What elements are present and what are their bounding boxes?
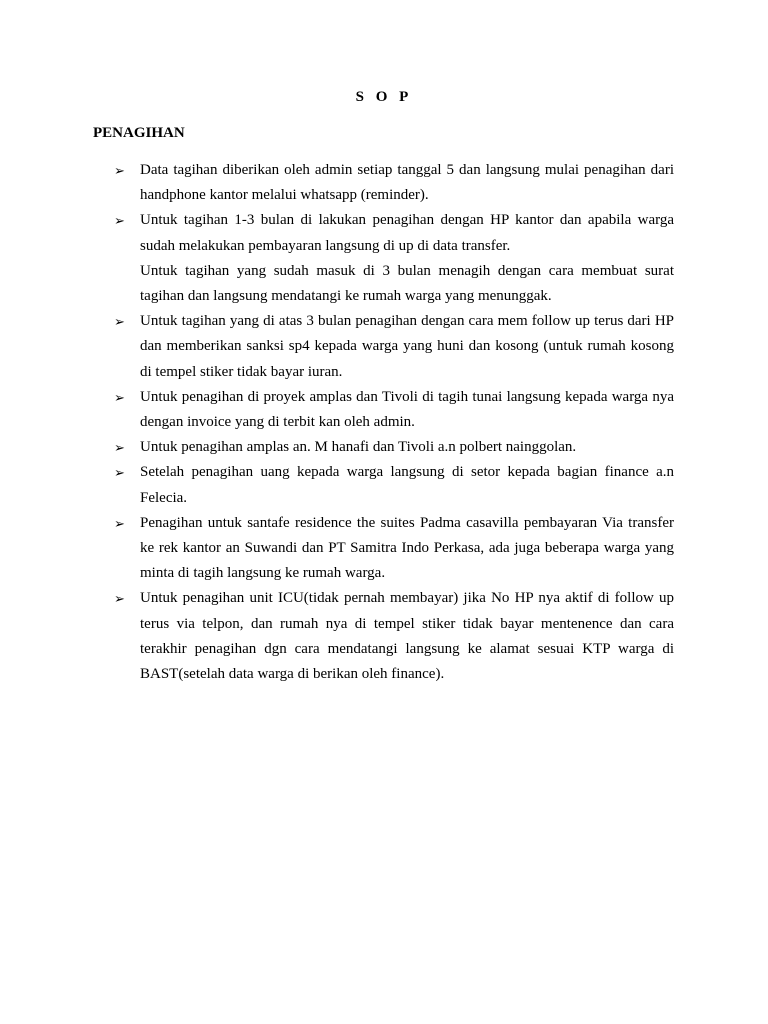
list-item <box>114 460 674 510</box>
list-item-text: Untuk penagihan unit ICU(tidak pernah membayar) jika No HP nya aktif di follow up terus via telpon, dan rumah nya di tempel stiker tidak bayar mentenence dan cara terakhir penagihan dgn cara mendatangi langsung ke alamat sesuai KTP warga di BAST(setelah data warga di berikan oleh finance). <box>140 590 674 683</box>
list-item-text: Untuk penagihan amplas an. M hanafi dan Tivoli a.n polbert nainggolan. <box>140 439 577 456</box>
list-item-text: Untuk tagihan yang di atas 3 bulan penagihan dengan cara mem follow up terus dari HP dan memberikan sanksi sp4 kepada warga yang huni dan kosong (untuk rumah kosong di tempel stiker tidak bayar iuran. <box>140 313 674 380</box>
list-item <box>114 208 674 309</box>
arrowhead-bullet-icon: ➢ <box>114 591 125 607</box>
arrowhead-bullet-icon: ➢ <box>114 515 125 531</box>
list-item <box>114 586 674 687</box>
arrowhead-bullet-icon: ➢ <box>114 314 125 330</box>
list-item-text: Data tagihan diberikan oleh admin setiap tanggal 5 dan langsung mulai penagihan dari handphone kantor melalui whatsapp (reminder). <box>140 162 674 204</box>
list-item-text: Untuk tagihan 1-3 bulan di lakukan penagihan dengan HP kantor dan apabila warga sudah melakukan pembayaran langsung di up di data transfer. <box>140 212 674 254</box>
list-item <box>114 511 674 587</box>
arrowhead-bullet-icon: ➢ <box>114 440 125 456</box>
document-title: S O P <box>355 89 413 105</box>
list-item <box>114 385 674 435</box>
list-item <box>114 158 674 208</box>
list-item <box>114 435 674 460</box>
list-item-continuation: Untuk tagihan yang sudah masuk di 3 bulan menagih dengan cara membuat surat tagihan dan langsung mendatangi ke rumah warga yang menunggak. <box>140 262 674 305</box>
list-item-text: Untuk penagihan di proyek amplas dan Tivoli di tagih tunai langsung kepada warga nya dengan invoice yang di terbit kan oleh admin. <box>140 388 674 431</box>
bullet-list <box>114 158 674 687</box>
section-heading: PENAGIHAN <box>93 125 185 141</box>
list-item <box>114 309 674 385</box>
arrowhead-bullet-icon: ➢ <box>114 163 125 178</box>
arrowhead-bullet-icon: ➢ <box>114 389 125 405</box>
list-item-text: Setelah penagihan uang kepada warga langsung di setor kepada bagian finance a.n Felecia. <box>140 464 674 506</box>
arrowhead-bullet-icon: ➢ <box>114 213 125 229</box>
list-item-text: Penagihan untuk santafe residence the suites Padma casavilla pembayaran Via transfer ke rek kantor an Suwandi dan PT Samitra Indo Perkasa, ada juga beberapa warga yang minta di tagih langsung ke rumah warga. <box>140 514 674 582</box>
arrowhead-bullet-icon: ➢ <box>114 465 125 481</box>
